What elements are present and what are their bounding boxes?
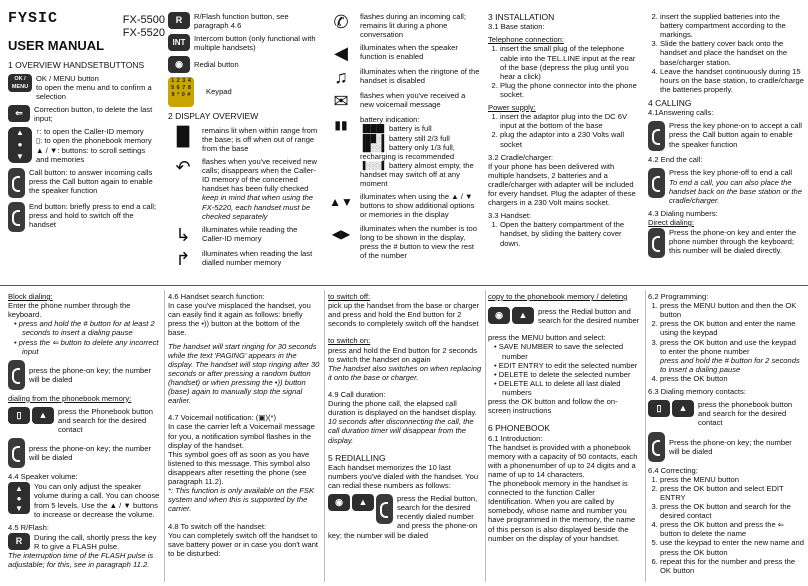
longnum-text: illuminates when the number is too long to be shown in the display, press the # button to view the rest of the number — [360, 223, 477, 260]
cor-step-2: 2. press the OK button and select EDIT ENTRY — [660, 484, 804, 502]
programming-heading: 6.2 Programming: — [648, 292, 709, 301]
block-phone-text: press the phone-on key; the number will be dialed — [29, 365, 151, 384]
bottom-column-1 — [8, 292, 160, 582]
phonebook-intro-heading: 6.1 Introduction: — [488, 433, 543, 443]
dc-up-icon: ▲ — [672, 400, 694, 417]
battery-13-text: battery only 1/3 full, recharging is recommended — [360, 142, 455, 161]
signal-row — [168, 126, 320, 153]
call-text: Call button: to answer incoming calls press the Call button again to enable the speaker function — [29, 167, 153, 195]
memory-text: ↑: to open the Caller-ID memory ▯: to open the phonebook memory ▲ / ▼: buttons: to scroll settings and memories — [36, 127, 152, 164]
correcting-heading: 6.4 Correcting: — [648, 465, 698, 475]
ringer-row — [326, 67, 481, 87]
handset-heading: 3.3 Handset: — [488, 211, 532, 221]
newcalls-text: flashes when you've received new calls; disappears when the Caller-ID memory of the concerned handset has been fully checked — [202, 156, 318, 194]
phone-on-icon — [648, 121, 665, 151]
block-phone-row — [8, 360, 160, 390]
voicemail-heading: 4.7 Voicemail notification: (▣)(*) — [168, 413, 277, 423]
navigation-icon: ▲ ● ▼ — [8, 127, 32, 163]
redial-heading: 5 REDIALLING — [328, 452, 386, 463]
end-call-heading: 4.2 End the call: — [648, 155, 703, 165]
incoming-row — [326, 12, 481, 39]
menu-select-text: press the MENU button and select: — [488, 333, 606, 343]
incoming-log-icon: ↳ — [175, 224, 191, 245]
cradle-heading: 3.2 Cradle/charger: — [488, 152, 554, 162]
cradle-text: If your phone has been delivered with multiple handsets, 2 batteries and a cradle/charger with adapter will be included for every handset. Plug the adapter of these chargers in a 230 Volt mains socket. — [488, 161, 636, 208]
cor-step-5: 5. use the keypad to enter the new name and press the OK button — [660, 538, 804, 556]
end-button-icon — [8, 202, 25, 232]
voicemail-text: flashes when you've received a new voicemail message — [360, 91, 466, 110]
volume-heading: 4.4 Speaker volume: — [8, 472, 78, 482]
search-heading: 4.6 Handset search function: — [168, 292, 265, 301]
answer-row — [648, 121, 804, 151]
to-switch-on-heading: to switch on: — [328, 336, 371, 346]
prog-step-2: 2. press the OK button and enter the name using the keypad — [660, 319, 804, 337]
copy-row — [488, 307, 640, 325]
memory-row — [8, 127, 158, 163]
col-divider-2 — [324, 290, 325, 582]
column-3 — [326, 12, 481, 282]
redial-btn-icon: ◉ — [328, 494, 350, 511]
bottom-column-3 — [328, 292, 482, 582]
cor-step-3: 3. press the OK button and search for the desired contact — [660, 502, 804, 520]
speaker-text: illuminates when the speaker function is enabled — [360, 43, 458, 62]
arrows-icon: ▲▼ — [329, 195, 353, 210]
phonebook-heading: 6 PHONEBOOK — [488, 423, 550, 434]
power-heading: Power supply: — [488, 103, 536, 113]
column-2 — [168, 12, 320, 282]
arrows-row — [326, 192, 481, 219]
dc-phone-row — [648, 432, 804, 462]
handset-step-1: 1. Open the battery compartment of the handset, by sliding the battery cover down. — [500, 220, 640, 247]
flash-heading: 4.5 R/Flash: — [8, 522, 49, 532]
pb-phone-row — [8, 438, 160, 468]
ok-menu-icon: OK / MENU — [8, 74, 32, 92]
follow-text: press the OK button and follow the on-screen instructions — [488, 397, 618, 416]
model-2: FX-5520 — [122, 27, 165, 39]
redial-steps-text: press the Redial button, search for the desired recently dialed number and press the phone-on — [397, 494, 478, 531]
block-note-1: • press and hold the # button for at least 2 seconds to insert a dialing pause — [22, 319, 160, 337]
intercom-icon: INT — [168, 34, 190, 51]
voicemail-note: *: This function is only available on the FSK system and when this is supported by the carrier. — [168, 486, 315, 514]
tel-step-2: 2. Plug the phone connector into the phone socket. — [500, 81, 640, 99]
phonebook-intro-text: The handset is provided with a phonebook memory with a capacity of 50 contacts, each with a phonenumber of up to 24 digits and a name of up to 14 characters. — [488, 442, 638, 479]
col-divider-3 — [485, 290, 486, 582]
signal-text: remains lit when within range from the base; is off when out of range from the base — [202, 125, 318, 153]
cor-step-6: 6. repeat this for the number and press the OK button — [660, 557, 804, 575]
copy-redial-icon: ◉ — [488, 307, 510, 324]
page-divider — [0, 285, 808, 286]
brand-logo: FYSIC — [8, 10, 59, 27]
redial-intro: Each handset memorizes the 10 last numbers you've dialed with the handset. You can redial these numbers as follows: — [328, 462, 479, 491]
telephone-heading: Telephone connection: — [488, 35, 564, 45]
battery-23-icon: ▐██░▌ — [360, 133, 390, 143]
column-4 — [488, 12, 640, 282]
missed-call-icon: ↶ — [175, 156, 191, 177]
col-divider-1 — [164, 290, 165, 582]
backspace-icon: ⇐ — [8, 105, 30, 122]
correction-text: Correction button, to delete the last input; — [34, 105, 153, 124]
search-note: The handset will start ringing for 30 seconds while the text 'PAGING' appears in the display. The handset will stop ringing after 30 seconds or after pressing a random button (handset) or when pressing the •)) button (base) again to manually stop the signal earlier. — [168, 341, 320, 406]
calllog-text: illuminates while reading the Caller-ID memory — [202, 224, 298, 243]
switch-off-intro: You can completely switch off the handset to save battery power or in case you don't want to be disturbed: — [168, 530, 319, 558]
power-step-2: 2. plug the adaptor into a 230 Volts wall socket — [500, 130, 640, 148]
r-button-icon: R — [168, 12, 190, 29]
redial-icon: ◉ — [168, 56, 190, 73]
power-step-1: 1. insert the adaptor plug into the DC 6V input at the bottom of the base — [500, 112, 640, 130]
cor-step-1: 1. press the MENU button — [660, 475, 804, 484]
lastdial-text: illuminates when reading the last dialled number memory — [202, 248, 313, 267]
answer-heading: 4.1Answering calls: — [648, 108, 714, 118]
handset-step-3: 3. Slide the battery cover back onto the handset and place the handset on the base/charger station. — [660, 39, 804, 66]
display-heading: 2 DISPLAY OVERVIEW — [168, 111, 259, 122]
arrows-text: illuminates when using the ▲ / ▼ buttons to show additional options or memories in the display — [360, 192, 475, 220]
option-edit: • EDIT ENTRY to edit the selected number — [502, 361, 640, 370]
longnum-row — [326, 224, 481, 260]
block-note-2: • press the ⇐ button to delete any incorrect input — [22, 338, 160, 356]
redial-row — [168, 56, 320, 73]
handset-step-4: 4. Leave the handset continuously during 15 hours on the base station, to cradle/charge the batteries properly. — [660, 67, 804, 94]
newcalls-note: keep in mind that when using the FX-5220, each handset must be checked separately — [202, 193, 314, 221]
battery-23 — [360, 134, 481, 143]
battery-icon: ▮▮ — [334, 118, 348, 133]
battery-empty-icon: ▐░░░▌ — [360, 160, 390, 170]
search-text: In case you've misplaced the handset, you can easily find it again as follows: briefly press the •)) button at the bottom of the base. — [168, 301, 311, 338]
flash-row — [8, 533, 160, 551]
to-switch-off-text: pick up the handset from the base or charger and press and hold the End button for 2 seconds to completely switch off the handset — [328, 301, 480, 329]
battery-empty — [360, 161, 481, 188]
battery-heading: battery indication: — [360, 115, 420, 125]
keypad-text: Keypad — [206, 87, 232, 97]
bottom-column-4 — [488, 292, 640, 582]
flash-r-icon: R — [8, 533, 30, 550]
dc-phone-on-icon — [648, 432, 665, 462]
model-block — [110, 14, 165, 44]
up-icon: ▲ — [32, 407, 54, 424]
keypad-icon: 1 2 3 4 5 6 7 8 9 * 0 # — [168, 77, 194, 107]
dialing-heading: 4.3 Dialing numbers: — [648, 208, 718, 218]
pb-dial-heading: dialing from the phonebook memory: — [8, 393, 132, 403]
calllog-row — [168, 225, 320, 245]
copy-text: press the Redial button and search for the desired number — [538, 307, 640, 326]
end-text: End button: briefly press to end a call; press and hold to switch off the handset — [29, 201, 157, 229]
option-delete-all: • DELETE ALL to delete all last dialed numbers — [502, 379, 640, 397]
int-row — [168, 34, 320, 52]
battery-full-text: battery is full — [389, 124, 432, 134]
battery-empty-text: battery almost empty, the handset may switch off at any moment — [360, 160, 474, 189]
newcalls-row — [168, 157, 320, 221]
prog-step-3-note: press and hold the # button for 2 seconds to insert a dialing pause — [660, 355, 800, 374]
battery-13 — [360, 143, 481, 161]
handset-icon: ✆ — [333, 12, 349, 32]
redial-steps-row — [328, 494, 482, 530]
redial-phone-on-icon — [376, 494, 393, 524]
keypad-row — [168, 77, 320, 107]
volume-row — [8, 482, 160, 518]
battery-13-icon: ▐█░░▌ — [360, 142, 390, 152]
flash-text: During the call, shortly press the key R to give a FLASH pulse. — [34, 532, 157, 551]
ok-menu-row — [8, 74, 158, 101]
to-switch-off-heading: to switch off: — [328, 292, 371, 301]
more-digits-icon: ◀▶ — [331, 226, 351, 241]
dc-phone-text: Press the phone-on key; the number will be dialed — [669, 437, 792, 456]
duration-note: 10 seconds after disconnecting the call, the call duration timer will disappear from the display. — [328, 417, 474, 445]
overview-heading: 1 OVERVIEW HANDSETBUTTONS — [8, 59, 145, 70]
direct-dial-row — [648, 228, 804, 258]
end-call-row — [648, 168, 804, 204]
ok-menu-text: OK / MENU button to open the menu and to confirm a selection — [36, 73, 152, 101]
dial-contacts-row — [648, 400, 804, 427]
call-button-icon — [8, 168, 25, 198]
voicemail-notif-text: In case the carrier left a Voicemail message for you, a notification symbol flashes in the display of the handset. — [168, 422, 315, 450]
option-delete: • DELETE to delete the selected number — [502, 370, 640, 379]
answer-text: Press the key phone-on to accept a call press the Call button again to enable the speaker function — [669, 121, 802, 149]
speaker-row — [326, 43, 481, 63]
block-dial-heading: Block dialing: — [8, 292, 53, 301]
redial-up-icon: ▲ — [352, 494, 374, 511]
end-row — [8, 202, 158, 232]
ringer-off-icon: ♫ — [334, 67, 348, 88]
battery-full — [360, 124, 481, 133]
pb-dial-text: press the Phonebook button and search for the desired contact — [58, 406, 153, 435]
copy-heading: copy to the phonebook memory / deleting — [488, 292, 628, 301]
int-text: Intercom button (only functional with multiple handsets) — [194, 34, 316, 53]
block-dial-text: Enter the phone number through the keyboard. — [8, 301, 131, 320]
r-text: R/Flash function button, see paragraph 4.6 — [194, 12, 289, 31]
duration-heading: 4.9 Call duration: — [328, 389, 386, 399]
voicemail-icon: ✉ — [333, 91, 349, 112]
bottom-column-5 — [648, 292, 804, 582]
redial-text: Redial button — [194, 60, 239, 70]
switch-off-heading: 4.8 To switch off the handset: — [168, 521, 267, 531]
dc-phonebook-icon: ▯ — [648, 400, 670, 417]
prog-step-1: 1. press the MENU button and then the OK button — [660, 301, 804, 319]
end-call-note: To end a call, you can also place the handset back on the base station or the cradle/charger. — [669, 177, 802, 205]
battery-23-text: battery still 2/3 full — [389, 133, 450, 143]
volume-nav-icon: ▲ ● ▼ — [8, 482, 30, 514]
voicemail-notif-text-2: This symbol goes off as soon as you have listened to this message. This symbol also disappears after resetting the phone (see paragraph 11.2). — [168, 449, 311, 487]
dial-contacts-heading: 6.3 Dialing memory contacts: — [648, 387, 746, 397]
duration-text: During the phone call, the elapsed call duration is displayed on the handset display. — [328, 399, 477, 418]
calling-heading: 4 CALLING — [648, 97, 692, 108]
column-5 — [648, 12, 804, 282]
redial-end-text: key; the number will be dialed — [328, 530, 429, 540]
column-1 — [8, 10, 158, 282]
manual-title: USER MANUAL — [8, 38, 105, 53]
phonebook-icon: ▯ — [8, 407, 30, 424]
pb-phone-text: press the phone-on key; the number will be dialed — [29, 444, 151, 463]
to-switch-on-note: The handset also switches on when replacing it onto the base or charger. — [328, 363, 482, 382]
signal-icon: ▐▌ — [170, 125, 196, 146]
dial-contacts-text: press the phonebook button and search for the desired contact — [698, 400, 793, 428]
correction-row — [8, 105, 158, 123]
outgoing-log-icon: ↱ — [175, 248, 191, 269]
installation-heading: 3 INSTALLATION — [488, 12, 555, 22]
base-station-heading: 3.1 Base station: — [488, 22, 545, 32]
copy-up-icon: ▲ — [512, 307, 534, 324]
ringer-text: illuminates when the ringtone of the handset is disabled — [360, 67, 480, 86]
to-switch-on-text: press and hold the End button for 2 seconds to switch the handset on again — [328, 345, 478, 364]
model-1: FX-5500 — [122, 14, 165, 26]
cor-step-4: 4. press the OK button and press the ⇐ button to delete the name — [660, 520, 804, 538]
option-save: • SAVE NUMBER to save the selected number — [502, 342, 640, 360]
incoming-text: flashes during an incoming call; remains lit during a phone conversation — [360, 12, 466, 40]
lastdial-row — [168, 249, 320, 269]
bottom-column-2 — [168, 292, 320, 582]
prog-step-4: 4. press the OK button — [660, 374, 804, 383]
direct-dial-text: Press the phone-on key and enter the phone number through the keyboard; this number will be dialed directly. — [669, 228, 797, 256]
voicemail-row — [326, 91, 481, 111]
r-row — [168, 12, 320, 30]
battery-row — [326, 115, 481, 188]
block-phone-on-icon — [8, 360, 25, 390]
speaker-icon: ◀ — [334, 43, 348, 64]
pb-dial-row — [8, 407, 160, 434]
end-call-text: Press the key phone-off to end a call — [669, 168, 793, 178]
flash-note: The interruption time of the FLASH pulse is adjustable; for this, see in paragraph 11.2. — [8, 551, 154, 570]
battery-full-icon: ▐███▌ — [360, 124, 390, 134]
col-divider-4 — [645, 290, 646, 582]
direct-phone-on-icon — [648, 228, 665, 258]
prog-step-3 — [660, 338, 804, 374]
call-row — [8, 168, 158, 198]
prog-step-3-text: press the OK button and use the keypad to enter the phone number — [660, 337, 796, 356]
tel-step-1: 1. insert the small plug of the telephone cable into the TEL.LINE input at the rear of the base (depress the plug until you hear a click) — [500, 44, 640, 80]
direct-dial-heading: Direct dialing: — [648, 217, 695, 227]
handset-step-2: 2. insert the supplied batteries into the battery compartment according to the markings. — [660, 12, 804, 39]
phonebook-intro-text-2: The phonebook memory in the handset is connected to the function Caller Identification. When you are called by somebody, whose name and number you have programmed in the memory, the name of this person is also displayed beside the number on the display of your handset. — [488, 479, 636, 543]
phone-off-icon — [648, 168, 665, 198]
pb-phone-on-icon — [8, 438, 25, 468]
volume-text: You can only adjust the speaker volume during a call. You can choose from 5 levels. Use the ▲ / ▼ buttons to increase or decrease the volume. — [34, 482, 160, 519]
